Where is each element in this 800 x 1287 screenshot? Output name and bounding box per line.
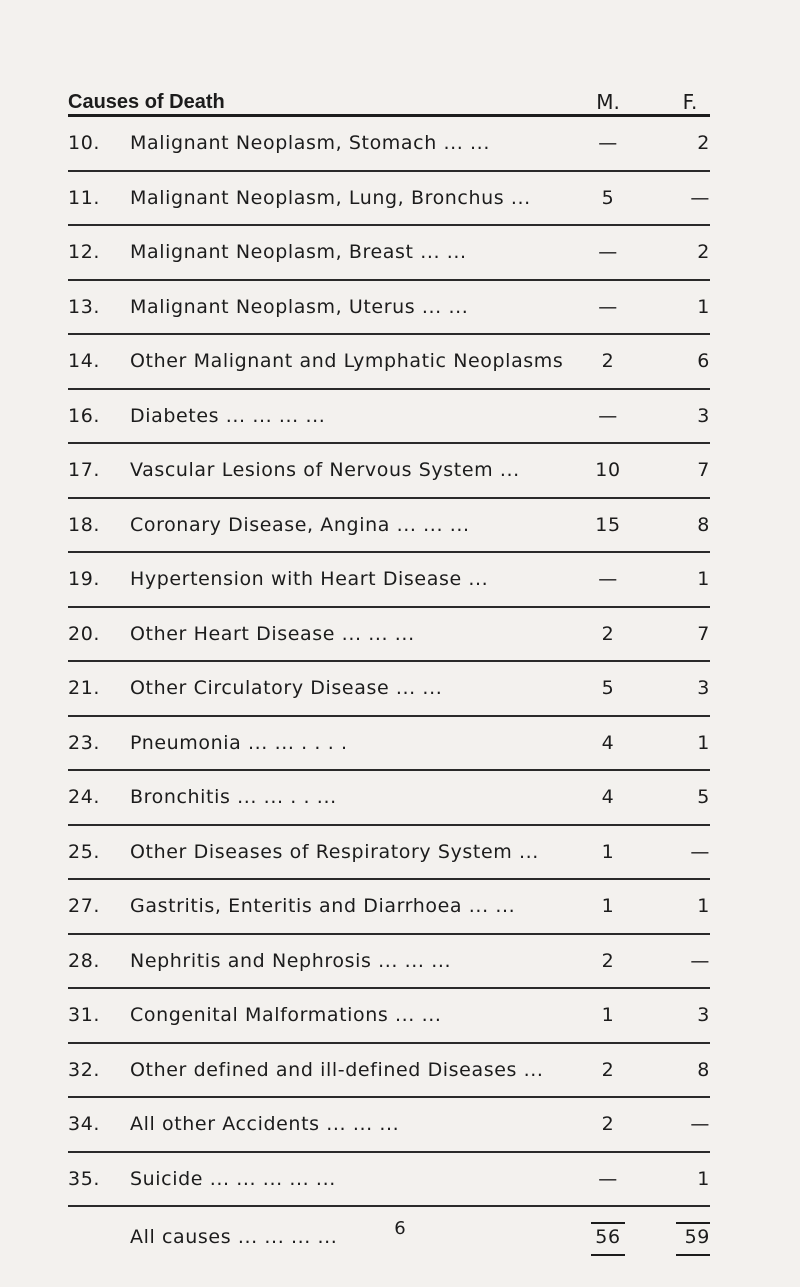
row-male: 2 [601, 1113, 615, 1136]
row-label: Gastritis, Enteritis and Diarrhoea ... ... [130, 895, 516, 918]
row-male: 1 [601, 895, 615, 918]
row-male: 4 [601, 786, 615, 809]
table-row [68, 608, 710, 663]
row-male: 1 [601, 1004, 615, 1027]
row-label: All other Accidents ... ... ... [130, 1113, 400, 1136]
row-code: 13. [68, 295, 101, 318]
row-female: 8 [697, 513, 710, 536]
row-male: 2 [601, 1058, 615, 1081]
row-label: Other Diseases of Respiratory System ... [130, 840, 539, 863]
table-row [68, 935, 710, 990]
row-male: 5 [601, 677, 615, 700]
row-code: 34. [68, 1113, 101, 1136]
table-row [68, 771, 710, 826]
table-title: Causes of Death [68, 91, 225, 113]
row-code: 35. [68, 1167, 101, 1190]
row-male: — [598, 568, 618, 591]
table-row [68, 826, 710, 881]
row-label: Suicide ... ... ... ... ... [130, 1167, 336, 1190]
row-code: 17. [68, 459, 101, 482]
table-row [68, 717, 710, 772]
row-male: 2 [601, 949, 615, 972]
row-label: Malignant Neoplasm, Lung, Bronchus ... [130, 186, 531, 209]
row-male: 10 [595, 459, 621, 482]
row-female: 2 [697, 132, 710, 155]
row-code: 25. [68, 840, 101, 863]
column-header-female: F. [682, 90, 698, 114]
row-label: Bronchitis ... ... . . ... [130, 786, 337, 809]
row-male: — [598, 241, 618, 264]
row-label: Malignant Neoplasm, Stomach ... ... [130, 132, 490, 155]
table-row [68, 226, 710, 281]
row-label: Vascular Lesions of Nervous System ... [130, 459, 520, 482]
table-row [68, 444, 710, 499]
total-male-value: 56 [595, 1226, 621, 1248]
row-label: Nephritis and Nephrosis ... ... ... [130, 949, 452, 972]
row-code: 28. [68, 949, 101, 972]
row-label: Other Malignant and Lymphatic Neoplasms [130, 350, 564, 373]
row-code: 24. [68, 786, 101, 809]
total-label: All causes ... ... ... ... [130, 1226, 338, 1248]
row-male: — [598, 1167, 618, 1190]
table-row [68, 499, 710, 554]
table-row [68, 553, 710, 608]
row-code: 18. [68, 513, 101, 536]
row-male: 2 [601, 622, 615, 645]
row-female: 5 [697, 786, 710, 809]
row-female: — [690, 949, 710, 972]
row-code: 16. [68, 404, 101, 427]
row-male: — [598, 295, 618, 318]
row-female: 1 [697, 1167, 710, 1190]
row-label: Other Circulatory Disease ... ... [130, 677, 443, 700]
table-row [68, 117, 710, 172]
row-female: — [690, 1113, 710, 1136]
row-female: 6 [697, 350, 710, 373]
table-header [68, 84, 710, 117]
table-row [68, 390, 710, 445]
table-row [68, 1098, 710, 1153]
row-female: 8 [697, 1058, 710, 1081]
row-male: — [598, 132, 618, 155]
row-female: 1 [697, 568, 710, 591]
sum-rule-bottom [676, 1254, 710, 1256]
row-code: 10. [68, 132, 101, 155]
column-header-male: M. [596, 90, 620, 114]
total-female-value: 59 [684, 1226, 710, 1248]
table-row [68, 989, 710, 1044]
row-label: Diabetes ... ... ... ... [130, 404, 326, 427]
row-female: 1 [697, 731, 710, 754]
row-female: 3 [697, 1004, 710, 1027]
row-code: 31. [68, 1004, 101, 1027]
row-code: 23. [68, 731, 101, 754]
row-female: 1 [697, 295, 710, 318]
cause-rows [68, 117, 710, 1207]
row-female: 3 [697, 677, 710, 700]
row-female: 2 [697, 241, 710, 264]
row-label: Pneumonia ... ... . . . . [130, 731, 348, 754]
row-female: — [690, 840, 710, 863]
row-code: 14. [68, 350, 101, 373]
row-female: 7 [697, 622, 710, 645]
table-row [68, 281, 710, 336]
row-male: — [598, 404, 618, 427]
row-code: 21. [68, 677, 101, 700]
table-row [68, 1153, 710, 1208]
row-code: 19. [68, 568, 101, 591]
row-female: 7 [697, 459, 710, 482]
table-row [68, 172, 710, 227]
row-label: Other defined and ill-defined Diseases ... [130, 1058, 544, 1081]
row-male: 1 [601, 840, 615, 863]
row-male: 2 [601, 350, 615, 373]
row-code: 20. [68, 622, 101, 645]
table-row [68, 335, 710, 390]
row-code: 12. [68, 241, 101, 264]
causes-of-death-table [68, 84, 710, 1287]
row-label: Hypertension with Heart Disease ... [130, 568, 489, 591]
row-label: Other Heart Disease ... ... ... [130, 622, 415, 645]
sum-rule-bottom [591, 1254, 625, 1256]
row-label: Malignant Neoplasm, Uterus ... ... [130, 295, 469, 318]
row-female: — [690, 186, 710, 209]
row-female: 3 [697, 404, 710, 427]
row-male: 15 [595, 513, 621, 536]
row-male: 4 [601, 731, 615, 754]
table-row [68, 880, 710, 935]
row-male: 5 [601, 186, 615, 209]
table-row [68, 662, 710, 717]
row-code: 32. [68, 1058, 101, 1081]
table-row [68, 1044, 710, 1099]
row-label: Congenital Malformations ... ... [130, 1004, 442, 1027]
row-female: 1 [697, 895, 710, 918]
row-label: Malignant Neoplasm, Breast ... ... [130, 241, 467, 264]
row-label: Coronary Disease, Angina ... ... ... [130, 513, 470, 536]
row-code: 27. [68, 895, 101, 918]
row-code: 11. [68, 186, 101, 209]
page-number: 6 [394, 1218, 406, 1239]
